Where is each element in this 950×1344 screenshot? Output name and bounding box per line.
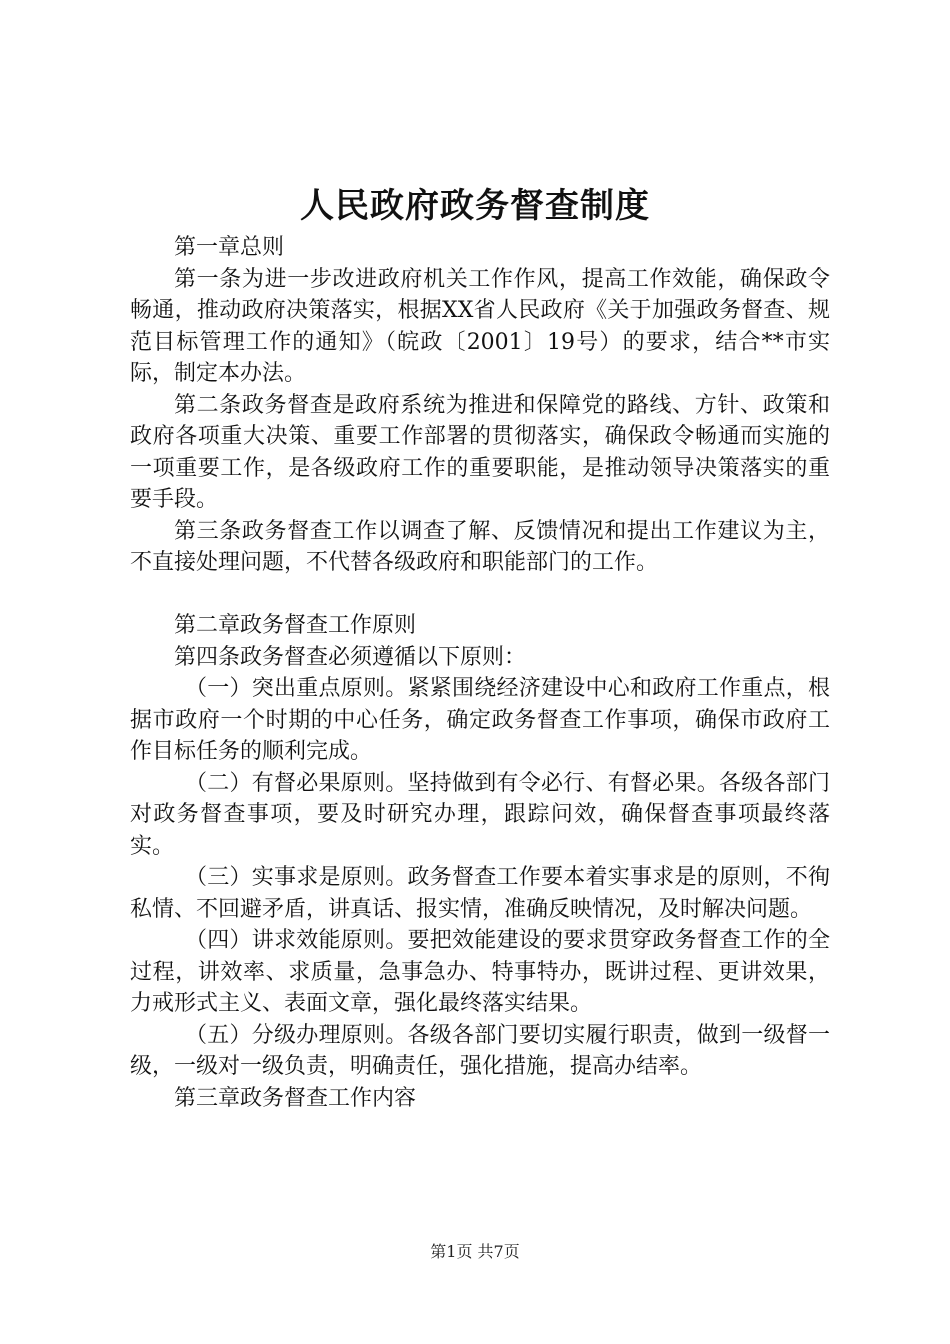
article-paragraph: 第三条政务督查工作以调查了解、反馈情况和提出工作建议为主，不直接处理问题，不代替各级政府和职能部门的工作。 — [130, 518, 830, 575]
principle-item: （五）分级办理原则。各级各部门要切实履行职责，做到一级督一级，一级对一级负责，明确责任，强化措施，提高办结率。 — [130, 1022, 830, 1079]
principle-item: （三）实事求是原则。政务督查工作要本着实事求是的原则，不徇私情、不回避矛盾，讲真话、报实情，准确反映情况，及时解决问题。 — [130, 865, 830, 922]
chapter-heading: 第三章政务督查工作内容 — [174, 1085, 417, 1111]
article-paragraph: 第二条政务督查是政府系统为推进和保障党的路线、方针、政策和政府各项重大决策、重要工作部署的贯彻落实，确保政令畅通而实施的一项重要工作，是各级政府工作的重要职能，是推动领导决策落实的重要手段。 — [130, 392, 830, 512]
article-paragraph: 第一条为进一步改进政府机关工作作风，提高工作效能，确保政令畅通，推动政府决策落实，根据XX省人民政府《关于加强政务督查、规范目标管理工作的通知》（皖政〔2001〕19号）的要求，结合**市实际，制定本办法。 — [130, 266, 831, 386]
document-title: 人民政府政务督查制度 — [300, 186, 650, 226]
document-body — [130, 232, 830, 1114]
chapter-heading: 第二章政务督查工作原则 — [174, 613, 417, 638]
chapter-heading: 第一章总则 — [174, 235, 285, 260]
principle-item: （二）有督必果原则。坚持做到有令必行、有督必果。各级各部门对政务督查事项，要及时研究办理，跟踪问效，确保督查事项最终落实。 — [130, 770, 830, 859]
principle-item: （四）讲求效能原则。要把效能建设的要求贯穿政务督查工作的全过程，讲效率、求质量，急事急办、特事特办，既讲过程、更讲效果，力戒形式主义、表面文章，强化最终落实结果。 — [130, 928, 830, 1016]
article-paragraph: 第四条政务督查必须遵循以下原则： — [174, 644, 527, 670]
paragraph-gap — [130, 579, 830, 611]
principle-item: （一）突出重点原则。紧紧围绕经济建设中心和政府工作重点，根据市政府一个时期的中心任务，确定政务督查工作事项，确保市政府工作目标任务的顺利完成。 — [130, 676, 830, 764]
page-number-footer: 第1页 共7页 — [430, 1242, 520, 1261]
